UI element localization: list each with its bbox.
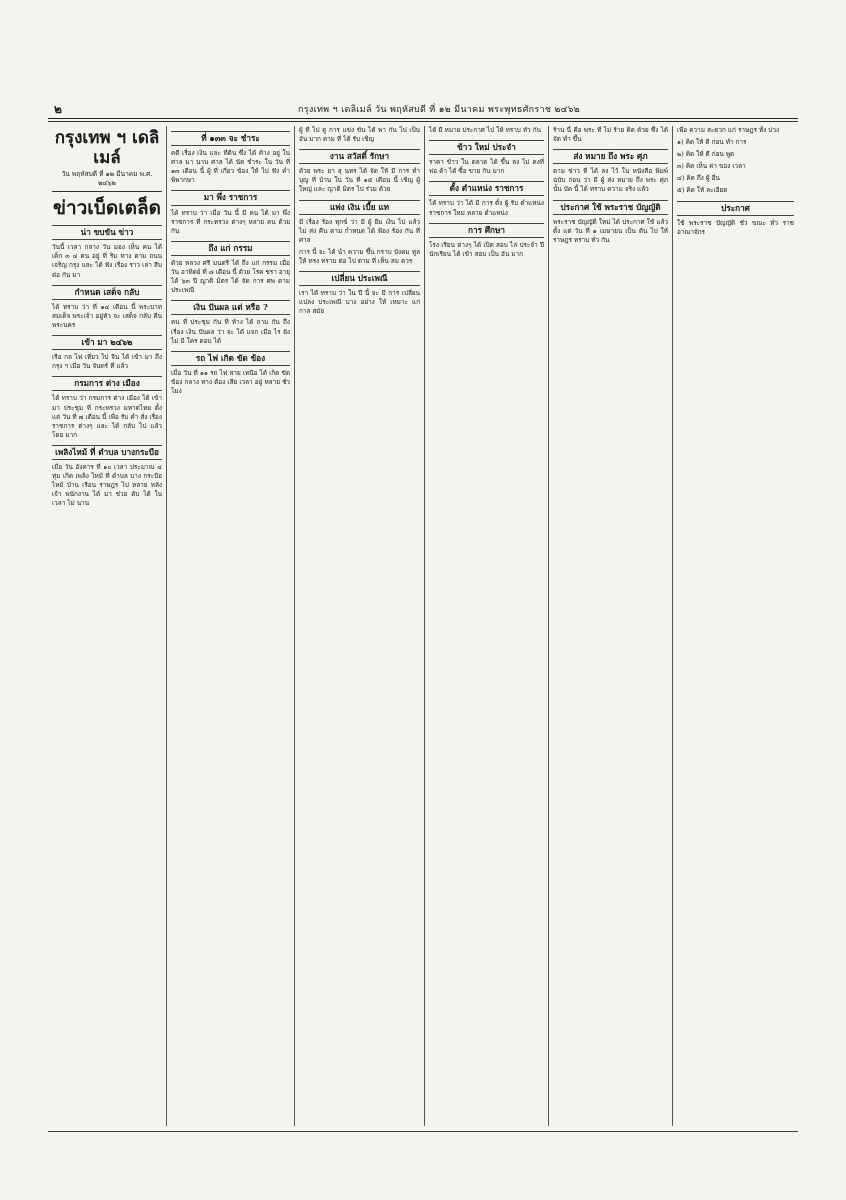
footer-rule	[48, 1131, 798, 1132]
column-4	[424, 126, 548, 1126]
paragraph: คน ที่ ประชุม กัน ที่ ห้าง ได้ ถาม กัน ถึง เรื่อง เงิน ปันผล ว่า จะ ได้ แจก เมื่อ ไร ยัง ไม่ มี ใคร ตอบ ได้	[171, 318, 290, 345]
paragraph: ด้วย หลวง ศรี มนตรี ได้ ถึง แก่ กรรม เมื่อ วัน อาทิตย์ ที่ ๘ เดือน นี้ ด้วย โรค ชรา อายุ ได้ ๖๓ ปี ญาติ มิตร ได้ จัด การ ศพ ตาม ประเพณี	[171, 258, 290, 295]
heading: กรมการ ต่าง เมือง	[52, 376, 162, 391]
paragraph: การ นี้ จะ ได้ นำ ความ ขึ้น กราบ บังคม ทูล ให้ ทรง ทราบ ต่อ ไป ตาม ที่ เห็น สม ควร	[299, 247, 420, 266]
paragraph: ผู้ ที่ ไป ดู การ แข่ง ขัน ได้ พา กัน ไป เป็น อัน มาก ตาม ที่ ได้ รับ เชิญ	[299, 126, 420, 144]
paragraph: โรง เรียน ต่างๆ ได้ เปิด สอบ ไล่ ประจำ ปี นักเรียน ได้ เข้า สอบ เป็น อัน มาก	[429, 240, 544, 258]
list-item: ๔) คิด ถึง ผู้ อื่น	[677, 174, 720, 183]
list-item: ๑) คิด ให้ ดี ก่อน ทำ การ	[677, 138, 747, 147]
paragraph: เมื่อ วัน อังคาร ที่ ๑๐ เวลา ประมาณ ๔ ทุ่ม เกิด เพลิง ไหม้ ที่ ตำบล บาง กระบือ ไหม้ บ้าน เรือน ราษฎร ไป หลาย หลัง เจ้า พนักงาน ได้ มา ช่วย ดับ ได้ ใน เวลา ไม่ นาน	[52, 462, 162, 508]
paragraph: ได้ มี หมาย ประกาศ ไป ให้ ทราบ ทั่ว กัน	[429, 126, 541, 134]
column-1	[48, 126, 166, 1126]
paragraph: ด้วย พระ ยา สุ นทร ได้ จัด ให้ มี การ ทำ บุญ ที่ บ้าน ใน วัน ที่ ๑๕ เดือน นี้ เชิญ ผู้ ใหญ่ และ ญาติ มิตร ไป ร่วม ด้วย	[299, 167, 420, 194]
heading: การ ศึกษา	[429, 223, 544, 238]
heading: ที่ ๑๓๓ จะ ชำระ	[171, 131, 290, 146]
page-number: ๒	[54, 102, 62, 116]
column-6	[672, 126, 798, 1126]
heading: ประกาศ	[677, 201, 794, 216]
list-item: ๓) คิด เห็น ค่า ของ เวลา	[677, 162, 746, 171]
heading: รถ ไฟ เกิด ขัด ข้อง	[171, 351, 290, 366]
heading: น่า ขบขัน ข่าว	[52, 225, 162, 240]
paragraph: ได้ ทราบ ว่า ที่ ๑๔ เดือน นี้ พระบาท สมเด็จ พระเจ้า อยู่หัว จะ เสด็จ กลับ คืน พระนคร	[52, 302, 162, 329]
list-item: ๕) คิด ให้ ละเอียด	[677, 186, 728, 195]
column-3	[294, 126, 424, 1126]
heading: เงิน ปันผล แต่ หรือ ?	[171, 300, 290, 315]
heading: ประกาศ ใช้ พระราช บัญญัติ	[553, 200, 668, 215]
paragraph: ราคา ข้าว ใน ตลาด ได้ ขึ้น ลง ไม่ คงที่ พ่อ ค้า ได้ ซื้อ ขาย กัน มาก	[429, 158, 544, 176]
paragraph: เรือ กล ไฟ เที่ยว ไป จีน ได้ เข้า มา ถึง กรุง ฯ เมื่อ วัน จันทร์ ที่ แล้ว	[52, 353, 162, 371]
heading: กำหนด เสด็จ กลับ	[52, 285, 162, 300]
heading: ตั้ง ตำแหน่ง ราชการ	[429, 181, 544, 196]
paragraph: เมื่อ วัน ที่ ๑๑ รถ ไฟ สาย เหนือ ได้ เกิด ขัด ข้อง กลาง ทาง ต้อง เสีย เวลา อยู่ หลาย ชั่ว โมง	[171, 368, 290, 395]
masthead-date: วัน พฤหัสบดี ที่ ๑๒ มีนาคม พ.ศ. ๒๔๖๒	[52, 170, 162, 192]
paragraph: วันนี้ เวลา กลาง วัน มอง เห็น คน ได้ เด็ก ๓ ๔ คน อยู่ ที่ ริม ทาง ตาม ถนน เจริญ กรุง และ ได้ ฟัง เรื่อง ราว เล่า สืบ ต่อ กัน มา	[52, 243, 162, 279]
paragraph: ร้าน นี้ คือ พระ ที่ ไม่ ร้าย คิด ด้วย ซึ่ง ได้ จัด ทำ ขึ้น	[553, 126, 668, 144]
heading: ข้าว ใหม่ ประจำ	[429, 140, 544, 155]
heading: มา พึ่ง ราชการ	[171, 190, 290, 205]
paragraph: ได้ ทราบ ว่า เมื่อ วัน นี้ มี คน ได้ มา พึ่ง ราชการ ที่ กระทรวง ต่างๆ หลาย คน ด้วย กัน	[171, 208, 290, 235]
heading: แพ่ง เงิน เบี้ย แท	[299, 200, 420, 215]
list-item: ๒) คิด ให้ ดี ก่อน พูด	[677, 150, 735, 159]
page-header	[48, 96, 798, 119]
paragraph: ใช้ พระราช บัญญัติ ชั่ว ขณะ ทั่ว ราช อาณาจักร	[677, 218, 794, 236]
heading: ส่ง หมาย ถึง พระ ศุภ	[553, 149, 668, 164]
paragraph: เรา ได้ ทราบ ว่า ใน ปี นี้ จะ มี การ เปลี่ยน แปลง ประเพณี บาง อย่าง ให้ เหมาะ แก่ กาล สมัย	[299, 289, 420, 316]
newspaper-page	[48, 96, 798, 1126]
dateline: กรุงเทพ ฯ เดลิเมล์ วัน พฤหัสบดี ที่ ๑๒ มีนาคม พระพุทธศักราช ๒๔๖๒	[298, 105, 581, 115]
heading: เพลิงไหม้ ที่ ตำบล บางกระบือ	[52, 445, 162, 460]
heading: ถึง แก่ กรรม	[171, 241, 290, 256]
column-2	[166, 126, 294, 1126]
heading: งาน สวัสดิ์ รักษา	[299, 149, 420, 164]
paragraph: ได้ ทราบ ว่า ได้ มี การ ตั้ง ผู้ รับ ตำแหน่ง ราชการ ใหม่ หลาย ตำแหน่ง	[429, 199, 544, 217]
paragraph: พระราช บัญญัติ ใหม่ ได้ ประกาศ ใช้ แล้ว ตั้ง แต่ วัน ที่ ๑ เมษายน เป็น ต้น ไป ให้ ราษฎร ทราบ ทั่ว กัน	[553, 217, 668, 244]
heading: เข้า มา ๒๔๖๒	[52, 335, 162, 350]
paragraph: คดี เรื่อง เงิน และ ที่ดิน ซึ่ง ได้ ค้าง อยู่ ใน ศาล มา นาน ศาล ได้ นัด ชำระ ใน วัน ที่ ๑๓ เดือน นี้ ผู้ ที่ เกี่ยว ข้อง ให้ ไป ฟัง คำ พิพากษา	[171, 149, 290, 185]
header-rule	[48, 121, 798, 122]
heading: เปลี่ยน ประเพณี	[299, 271, 420, 286]
column-5	[548, 126, 672, 1126]
paragraph: เพื่อ ความ สะดวก แก่ ราษฎร ทั้ง ปวง	[677, 126, 780, 134]
paragraph: มี เรื่อง ร้อง ทุกข์ ว่า มี ผู้ ยืม เงิน ไป แล้ว ไม่ ส่ง คืน ตาม กำหนด ได้ ฟ้อง ร้อง กัน ที่ ศาล	[299, 217, 420, 244]
paragraph: ตาม ข่าว ที่ ได้ ลง ไว้ ใน หนังสือ พิมพ์ ฉบับ ก่อน ว่า มี ผู้ ส่ง หมาย ถึง พระ ศุภ นั้น บัด นี้ ได้ ทราบ ความ จริง แล้ว	[553, 167, 668, 194]
paragraph: ได้ ทราบ ว่า กรมการ ต่าง เมือง ได้ เข้า มา ประชุม ที่ กระทรวง มหาดไทย ตั้ง แต่ วัน ที่ ๗ เดือน นี้ เพื่อ รับ คำ สั่ง เรื่อง ราชการ ต่างๆ และ ได้ กลับ ไป แล้ว โดย มาก	[52, 394, 162, 439]
masthead: กรุงเทพ ฯ เดลิเมล์	[54, 128, 160, 168]
columns	[48, 126, 798, 1126]
section-title: ข่าวเบ็ดเตล็ด	[52, 197, 162, 220]
